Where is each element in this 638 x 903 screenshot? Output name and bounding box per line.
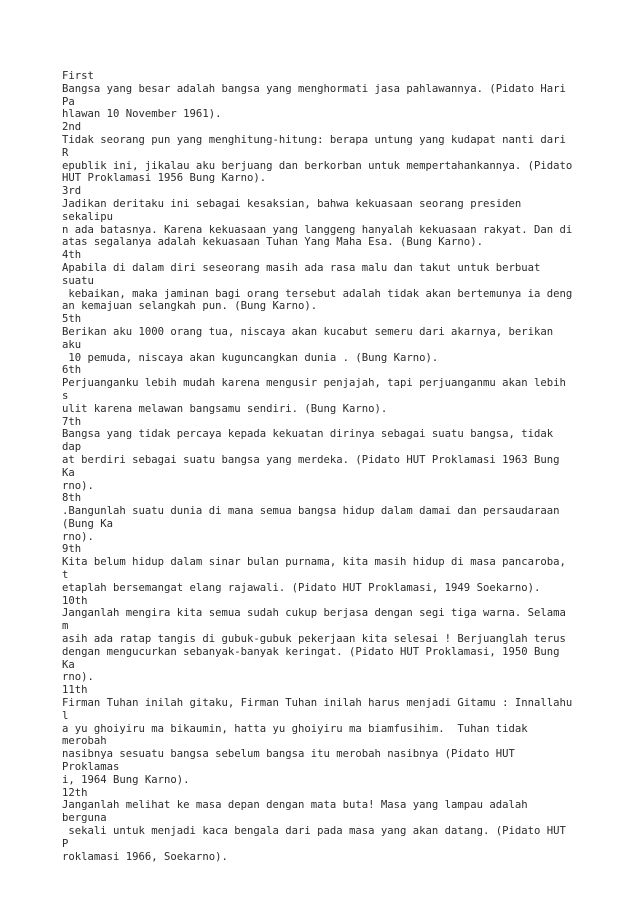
text-line: merobah [62,735,107,748]
text-line: roklamasi 1966, Soekarno). [62,850,228,863]
text-line: 6th [62,364,82,377]
text-line: i, 1964 Bung Karno). [62,773,190,786]
text-line: rno). [62,530,94,543]
text-line: 9th [62,543,82,556]
text-line: Berikan aku 1000 orang tua, niscaya akan kucabut semeru dari akarnya, berikan [62,325,554,338]
text-line: l [62,709,69,722]
text-line: R [62,146,69,159]
text-line: Tidak seorang pun yang menghitung-hitung: berapa untung yang kudapat nanti dari [62,133,566,146]
text-line: at berdiri sebagai suatu bangsa yang merdeka. (Pidato HUT Proklamasi 1963 Bung [62,453,560,466]
text-line: Firman Tuhan inilah gitaku, Firman Tuhan inilah harus menjadi Gitamu : Innallahu [62,697,573,710]
text-line: 10 pemuda, niscaya akan kuguncangkan dunia . (Bung Karno). [62,351,439,364]
quote-text-block [62,70,602,863]
text-line: dap [62,441,82,454]
text-line: Apabila di dalam diri seseorang masih ada rasa malu dan takut untuk berbuat [62,261,541,274]
text-line: n ada batasnya. Karena kekuasaan yang langgeng hanyalah kekuasaan rakyat. Dan di [62,223,573,236]
text-line: kebaikan, maka jaminan bagi orang tersebut adalah tidak akan bertemunya ia deng [62,287,573,300]
text-line: asih ada ratap tangis di gubuk-gubuk pekerjaan kita selesai ! Berjuanglah terus [62,633,566,646]
text-line: sekalipu [62,210,114,223]
text-line: a yu ghoiyiru ma bikaumin, hatta yu ghoiyiru ma biamfusihim. Tuhan tidak [62,722,528,735]
text-line: Bangsa yang tidak percaya kepada kekuatan dirinya sebagai suatu bangsa, tidak [62,428,554,441]
text-line: nasibnya sesuatu bangsa sebelum bangsa itu merobah nasibnya (Pidato HUT [62,748,515,761]
text-line: 11th [62,684,88,697]
text-line: 8th [62,492,82,505]
text-line: Bangsa yang besar adalah bangsa yang menghormati jasa pahlawannya. (Pidato Hari [62,82,566,95]
text-line: (Bung Ka [62,517,114,530]
text-line: dengan mengucurkan sebanyak-banyak keringat. (Pidato HUT Proklamasi, 1950 Bung [62,645,560,658]
text-line: First [62,70,94,82]
text-line: aku [62,338,82,351]
text-line: rno). [62,671,94,684]
text-line: P [62,837,69,850]
text-line: Ka [62,466,75,479]
text-line: Proklamas [62,761,120,774]
text-line: 7th [62,415,82,428]
text-line: Ka [62,658,75,671]
text-line: Jadikan deritaku ini sebagai kesaksian, bahwa kekuasaan seorang presiden [62,197,522,210]
text-line: an kemajuan selangkah pun. (Bung Karno). [62,300,318,313]
text-line: 10th [62,594,88,607]
text-line: Janganlah mengira kita semua sudah cukup berjasa dengan segi tiga warna. Selama [62,607,566,620]
text-line: etaplah bersemangat elang rajawali. (Pidato HUT Proklamasi, 1949 Soekarno). [62,581,541,594]
text-line: ulit karena melawan bangsamu sendiri. (Bung Karno). [62,402,388,415]
text-line: m [62,620,69,633]
text-line: sekali untuk menjadi kaca bengala dari pada masa yang akan datang. (Pidato HUT [62,825,566,838]
text-line: epublik ini, jikalau aku berjuang dan berkorban untuk mempertahankannya. (Pidato [62,159,573,172]
text-line: .Bangunlah suatu dunia di mana semua bangsa hidup dalam damai dan persaudaraan [62,505,560,518]
text-line: 12th [62,786,88,799]
text-line: 3rd [62,185,82,198]
text-line: t [62,569,69,582]
text-line: Kita belum hidup dalam sinar bulan purnama, kita masih hidup di masa pancaroba, [62,556,566,569]
text-line: berguna [62,812,107,825]
text-line: s [62,389,69,402]
text-line: Pa [62,95,75,108]
text-line: 5th [62,313,82,326]
text-line: atas segalanya adalah kekuasaan Tuhan Yang Maha Esa. (Bung Karno). [62,236,483,249]
text-line: 2nd [62,121,82,134]
text-line: hlawan 10 November 1961). [62,108,222,121]
text-line: Perjuanganku lebih mudah karena mengusir penjajah, tapi perjuanganmu akan lebih [62,377,566,390]
text-line: rno). [62,479,94,492]
text-line: Janganlah melihat ke masa depan dengan mata buta! Masa yang lampau adalah [62,799,528,812]
text-line: 4th [62,249,82,262]
text-line: suatu [62,274,94,287]
text-line: HUT Proklamasi 1956 Bung Karno). [62,172,267,185]
